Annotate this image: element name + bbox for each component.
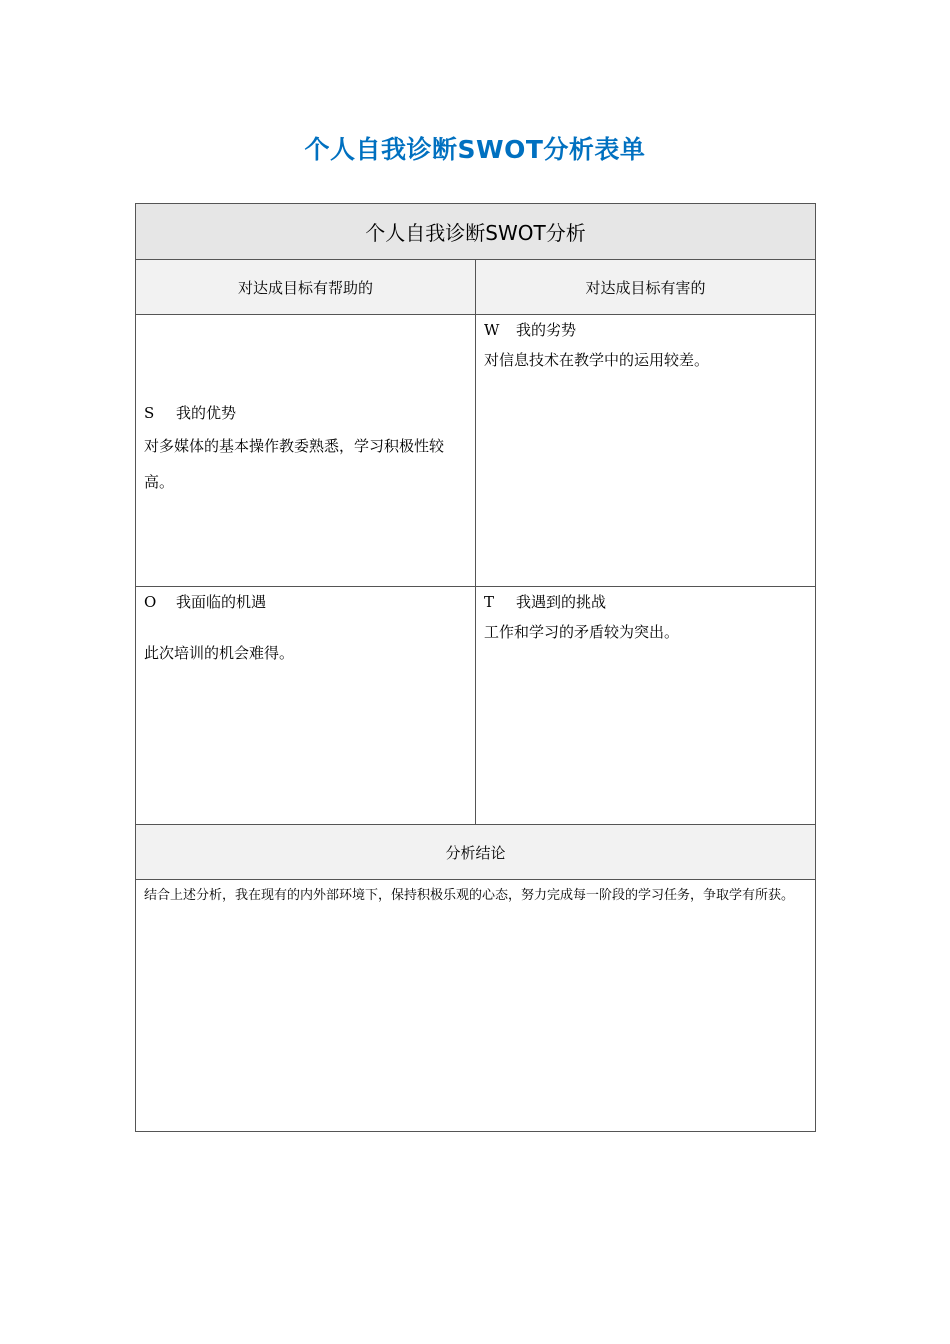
column-header-row: [136, 260, 816, 315]
weaknesses-text: 对信息技术在教学中的运用较差。: [484, 351, 710, 369]
opportunities-letter: O: [144, 593, 157, 611]
threats-label: 我遇到的挑战: [516, 593, 607, 611]
column-header-harmful: 对达成目标有害的: [476, 260, 816, 315]
weaknesses-letter: W: [484, 321, 500, 339]
table-header-row: [136, 204, 816, 260]
weaknesses-heading: [484, 319, 807, 341]
opportunities-label: 我面临的机遇: [176, 593, 267, 611]
weaknesses-label: 我的劣势: [516, 321, 577, 339]
threats-cell: [476, 587, 816, 825]
conclusion-row: [136, 880, 816, 1132]
swot-row-internal: [136, 315, 816, 587]
swot-row-external: [136, 587, 816, 825]
threats-heading: [484, 591, 807, 613]
opportunities-text: 此次培训的机会难得。: [144, 644, 295, 662]
strengths-heading: [144, 402, 467, 424]
conclusion-header: 分析结论: [136, 825, 816, 880]
table-header: 个人自我诊断SWOT分析: [136, 204, 816, 260]
conclusion-header-row: [136, 825, 816, 880]
strengths-letter: S: [144, 403, 155, 422]
strengths-text: 对多媒体的基本操作教委熟悉，学习积极性较高。: [144, 436, 445, 491]
document-title: 个人自我诊断SWOT分析表单: [304, 135, 646, 164]
swot-table: [135, 203, 816, 1132]
opportunities-heading: [144, 591, 467, 613]
threats-letter: T: [484, 593, 495, 611]
strengths-label: 我的优势: [176, 403, 237, 422]
opportunities-cell: [136, 587, 476, 825]
weaknesses-cell: [476, 315, 816, 587]
column-header-helpful: 对达成目标有帮助的: [136, 260, 476, 315]
conclusion-text: 结合上述分析，我在现有的内外部环境下，保持积极乐观的心态，努力完成每一阶段的学习任务，争取学有所获。: [136, 880, 816, 1132]
threats-text: 工作和学习的矛盾较为突出。: [484, 623, 680, 641]
strengths-cell: [136, 315, 476, 587]
